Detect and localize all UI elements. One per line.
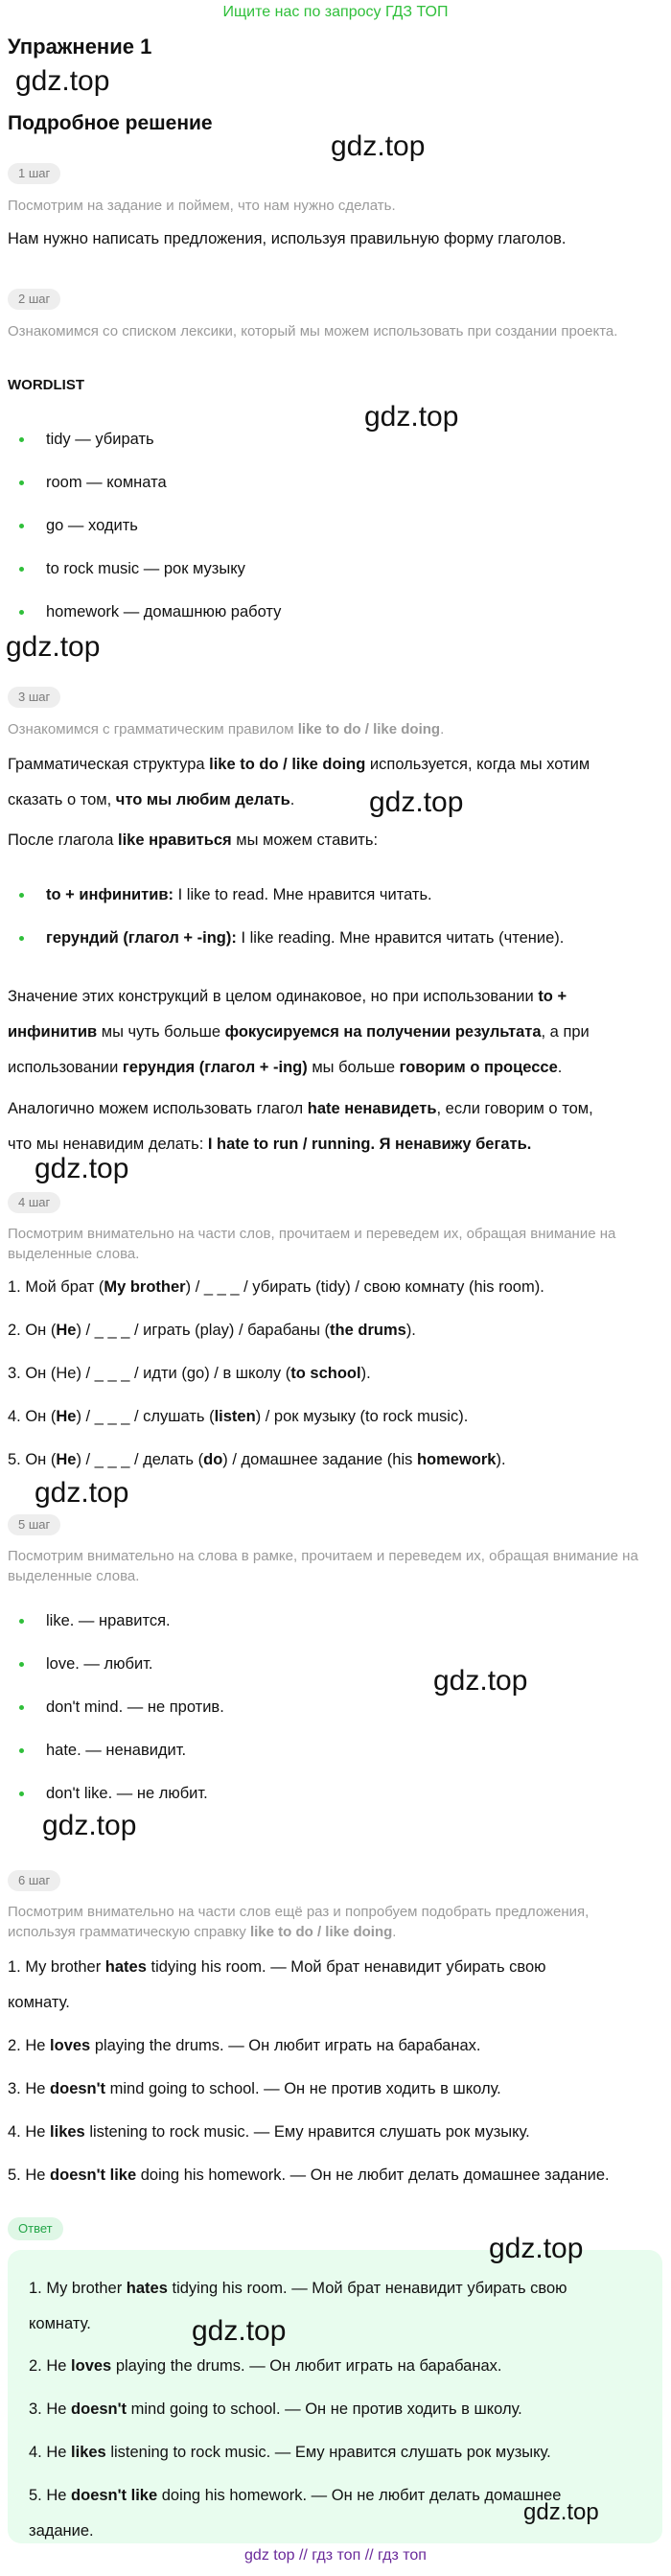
- solution-sentence: 5. He doesn't like doing his homework. — Он не любит делать домашнее задание.: [8, 2166, 610, 2184]
- solution-sentence: 3. He doesn't mind going to school. — Он не против ходить в школу.: [8, 2080, 501, 2097]
- top-banner: Ищите нас по запросу ГДЗ ТОП: [222, 4, 449, 20]
- wordlist-item: tidy — убирать: [21, 428, 154, 451]
- rule-item: to + инфинитив: I like to read. Мне нравится читать.: [21, 883, 432, 906]
- step-badge-4: 4 шаг: [8, 1192, 60, 1213]
- watermark: gdz.top: [433, 1665, 528, 1697]
- step-3-paragraph-4: Аналогично можем использовать глагол hate ненавидеть, если говорим о том, что мы ненавидим делать: I hate to run / running. Я ненавижу бегать.: [8, 1100, 593, 1153]
- phrase-item: don't mind. — не против.: [21, 1696, 224, 1719]
- step-1-note: Посмотрим на задание и поймем, что нам нужно сделать.: [8, 198, 396, 214]
- step-4-line: 1. Мой брат (My brother) / _ _ _ / убирать (tidy) / свою комнату (his room).: [8, 1278, 544, 1296]
- footer-links[interactable]: gdz top // гдз топ // гдз топ: [244, 2547, 427, 2564]
- watermark: gdz.top: [6, 631, 101, 663]
- phrase-item: like. — нравится.: [21, 1609, 171, 1632]
- watermark: gdz.top: [523, 2499, 599, 2525]
- solution-sentence: 2. He loves playing the drums. — Он любит играть на барабанах.: [8, 2037, 481, 2054]
- step-4-line: 4. Он (He) / _ _ _ / слушать (listen) / рок музыку (to rock music).: [8, 1408, 469, 1425]
- answer-sentence: 5. He doesn't like doing his homework. — Он не любит делать домашнее задание.: [29, 2487, 562, 2540]
- wordlist-item: room — комната: [21, 471, 167, 494]
- answer-sentence: 1. My brother hates tidying his room. — Мой брат ненавидит убирать свою комнату.: [29, 2280, 567, 2332]
- watermark: gdz.top: [42, 1810, 137, 1841]
- section-subtitle: Подробное решение: [8, 112, 213, 134]
- phrase-item: hate. — ненавидит.: [21, 1739, 186, 1762]
- step-3-paragraph-3: Значение этих конструкций в целом одинаковое, но при использовании to + инфинитив мы чуть больше фокусируемся на получении результата, а при использовании герундия (глагол + -ing) мы больше говорим о процессе.: [8, 988, 590, 1076]
- answer-sentence: 3. He doesn't mind going to school. — Он не против ходить в школу.: [29, 2400, 522, 2418]
- answer-sentence: 4. He likes listening to rock music. — Ему нравится слушать рок музыку.: [29, 2444, 551, 2461]
- phrase-item: love. — любит.: [21, 1652, 153, 1675]
- step-4-line: 3. Он (He) / _ _ _ / идти (go) / в школу (to school).: [8, 1365, 371, 1382]
- step-3-paragraph-2: После глагола like нравиться мы можем ставить:: [8, 831, 379, 849]
- step-badge-5: 5 шаг: [8, 1514, 60, 1535]
- step-6-note: Посмотрим внимательно на части слов ещё раз и попробуем подобрать предложения, используя грамматическую справку like to do / like doing.: [8, 1904, 590, 1940]
- wordlist-item: to rock music — рок музыку: [21, 557, 245, 580]
- step-4-line: 5. Он (He) / _ _ _ / делать (do) / домашнее задание (his homework).: [8, 1451, 506, 1468]
- wordlist-title: WORDLIST: [8, 377, 84, 393]
- rule-item: герундий (глагол + -ing): I like reading. Мне нравится читать (чтение).: [21, 926, 564, 949]
- answer-badge: Ответ: [8, 2217, 63, 2240]
- wordlist-item: homework — домашнюю работу: [21, 600, 281, 623]
- solution-sentence: 4. He likes listening to rock music. — Ему нравится слушать рок музыку.: [8, 2123, 530, 2141]
- page-title: Упражнение 1: [8, 35, 152, 59]
- answer-sentence: 2. He loves playing the drums. — Он любит играть на барабанах.: [29, 2357, 502, 2375]
- step-2-note: Ознакомимся со списком лексики, который мы можем использовать при создании проекта.: [8, 323, 618, 340]
- step-badge-6: 6 шаг: [8, 1870, 60, 1891]
- watermark: gdz.top: [369, 786, 464, 818]
- step-4-note: Посмотрим внимательно на части слов, прочитаем и переведем их, обращая внимание на выделенные слова.: [8, 1226, 616, 1262]
- watermark: gdz.top: [35, 1153, 129, 1184]
- solution-sentence: 1. My brother hates tidying his room. — Мой брат ненавидит убирать свою комнату.: [8, 1958, 546, 2011]
- step-3-paragraph-1: Грамматическая структура like to do / like doing используется, когда мы хотим сказать о том, что мы любим делать.: [8, 756, 590, 808]
- step-4-line: 2. Он (He) / _ _ _ / играть (play) / барабаны (the drums).: [8, 1322, 416, 1339]
- wordlist-item: go — ходить: [21, 514, 138, 537]
- watermark: gdz.top: [15, 65, 110, 97]
- step-badge-3: 3 шаг: [8, 687, 60, 708]
- watermark: gdz.top: [192, 2315, 287, 2347]
- step-1-text: Нам нужно написать предложения, используя правильную форму глаголов.: [8, 230, 567, 247]
- watermark: gdz.top: [364, 401, 459, 433]
- watermark: gdz.top: [35, 1477, 129, 1509]
- step-3-note: Ознакомимся с грамматическим правилом like to do / like doing.: [8, 721, 445, 738]
- phrase-item: don't like. — не любит.: [21, 1782, 208, 1805]
- step-badge-2: 2 шаг: [8, 289, 60, 310]
- watermark: gdz.top: [331, 130, 426, 162]
- step-5-note: Посмотрим внимательно на слова в рамке, прочитаем и переведем их, обращая внимание на выделенные слова.: [8, 1548, 638, 1584]
- watermark: gdz.top: [489, 2233, 584, 2264]
- step-badge-1: 1 шаг: [8, 163, 60, 184]
